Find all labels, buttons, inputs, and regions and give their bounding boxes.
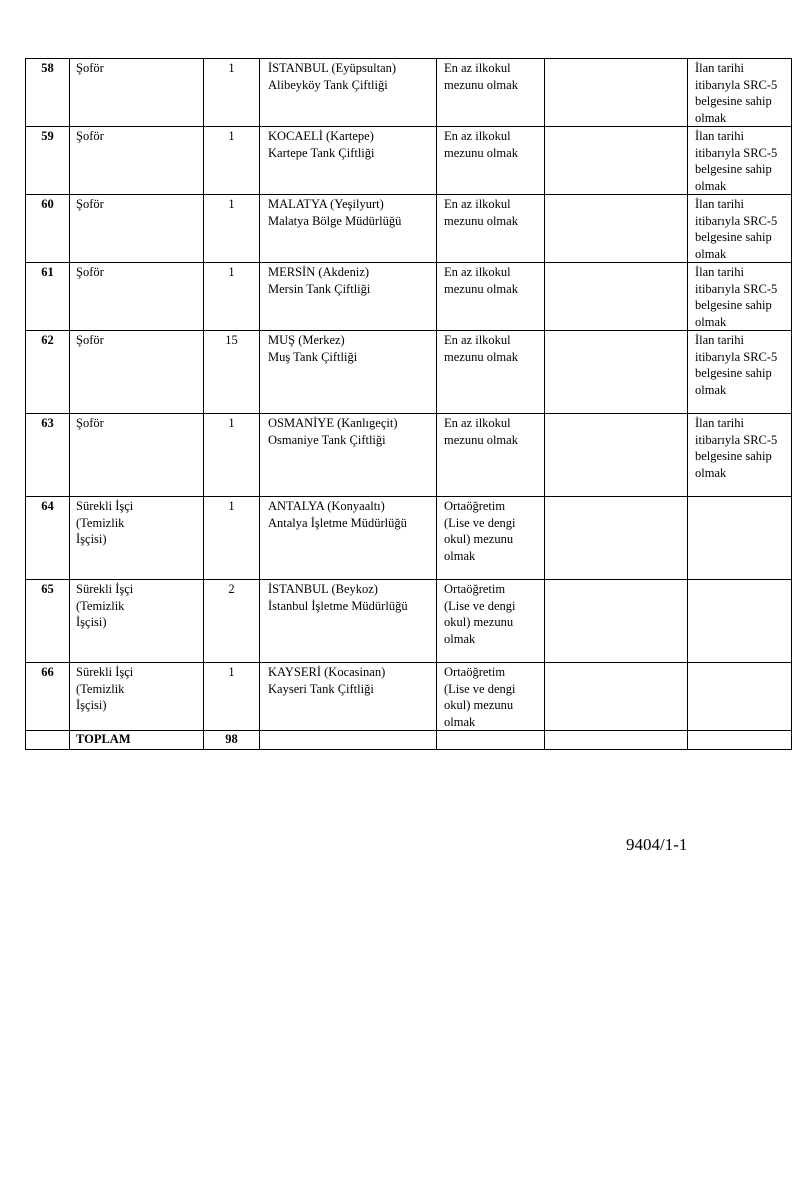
position-count: 1 [204, 663, 260, 731]
position-location-line: Muş Tank Çiftliği [268, 349, 358, 364]
position-title [70, 195, 204, 263]
position-title-line: İşçisi) [76, 532, 107, 546]
additional-requirement-line: olmak [695, 246, 727, 261]
position-location [260, 663, 437, 731]
position-title [70, 580, 204, 663]
education-requirement-line: okul) mezunu [444, 532, 514, 546]
empty-cell [545, 580, 688, 663]
education-requirement-line: En az ilkokul [444, 416, 511, 430]
position-location-line: MUŞ (Merkez) [268, 333, 345, 347]
additional-requirement-line: olmak [695, 382, 727, 397]
education-requirement-line: olmak [444, 631, 476, 646]
position-title [70, 663, 204, 731]
total-row [26, 731, 792, 750]
additional-requirement-line: olmak [695, 465, 727, 480]
position-location-line: KAYSERİ (Kocasinan) [268, 665, 386, 679]
position-title-line: Şoför [76, 197, 104, 211]
row-number: 59 [26, 127, 70, 195]
additional-requirement [688, 414, 792, 497]
position-count: 15 [204, 331, 260, 414]
position-title-line: (Temizlik [76, 515, 125, 530]
education-requirement-line: En az ilkokul [444, 197, 511, 211]
table-body [26, 59, 792, 750]
position-title-line: İşçisi) [76, 615, 107, 629]
additional-requirement-line: olmak [695, 178, 727, 193]
position-title-line: Sürekli İşçi [76, 499, 134, 513]
row-number: 63 [26, 414, 70, 497]
empty-cell [545, 195, 688, 263]
total-label: TOPLAM [70, 731, 204, 750]
position-location-line: Antalya İşletme Müdürlüğü [268, 515, 407, 530]
position-count: 1 [204, 497, 260, 580]
education-requirement-line: Ortaöğretim [444, 499, 506, 513]
position-count: 1 [204, 127, 260, 195]
education-requirement-line: mezunu olmak [444, 432, 518, 447]
education-requirement [437, 331, 545, 414]
position-count: 1 [204, 195, 260, 263]
position-location-line: İSTANBUL (Eyüpsultan) [268, 61, 397, 75]
position-location-line: ANTALYA (Konyaaltı) [268, 499, 385, 513]
additional-requirement-line: belgesine sahip [695, 94, 772, 108]
position-location [260, 127, 437, 195]
total-empty-cell [437, 731, 545, 750]
additional-requirement [688, 195, 792, 263]
education-requirement-line: (Lise ve dengi [444, 681, 516, 696]
position-location-line: Kartepe Tank Çiftliği [268, 145, 375, 160]
additional-requirement-line: itibarıyla SRC-5 [695, 213, 778, 228]
education-requirement-line: (Lise ve dengi [444, 598, 516, 613]
additional-requirement-line: İlan tarihi [695, 61, 744, 75]
education-requirement-line: mezunu olmak [444, 145, 518, 160]
education-requirement-line: mezunu olmak [444, 281, 518, 296]
education-requirement [437, 59, 545, 127]
empty-cell [545, 127, 688, 195]
empty-cell [545, 331, 688, 414]
position-count: 1 [204, 263, 260, 331]
additional-requirement-line: belgesine sahip [695, 366, 772, 380]
row-number: 61 [26, 263, 70, 331]
page-code: 9404/1-1 [626, 835, 688, 854]
position-title-line: (Temizlik [76, 598, 125, 613]
position-location-line: Alibeyköy Tank Çiftliği [268, 77, 388, 92]
position-count: 1 [204, 414, 260, 497]
position-location [260, 59, 437, 127]
position-title [70, 127, 204, 195]
position-location [260, 497, 437, 580]
additional-requirement-line: itibarıyla SRC-5 [695, 145, 778, 160]
additional-requirement-line: İlan tarihi [695, 129, 744, 143]
education-requirement-line: mezunu olmak [444, 213, 518, 228]
education-requirement [437, 497, 545, 580]
position-location [260, 195, 437, 263]
position-title [70, 331, 204, 414]
position-location [260, 263, 437, 331]
table-row [26, 497, 792, 580]
education-requirement-line: olmak [444, 548, 476, 563]
education-requirement-line: En az ilkokul [444, 129, 511, 143]
additional-requirement-line: olmak [695, 314, 727, 329]
position-location [260, 331, 437, 414]
total-empty-cell [688, 731, 792, 750]
position-location-line: İstanbul İşletme Müdürlüğü [268, 598, 408, 613]
position-title [70, 263, 204, 331]
position-location-line: Kayseri Tank Çiftliği [268, 681, 374, 696]
education-requirement-line: Ortaöğretim [444, 665, 506, 679]
position-count: 2 [204, 580, 260, 663]
row-number: 60 [26, 195, 70, 263]
education-requirement-line: Ortaöğretim [444, 582, 506, 596]
education-requirement [437, 127, 545, 195]
position-title-line: (Temizlik [76, 681, 125, 696]
row-number: 62 [26, 331, 70, 414]
additional-requirement-line: belgesine sahip [695, 230, 772, 244]
additional-requirement [688, 497, 792, 580]
empty-cell [545, 497, 688, 580]
table-row [26, 663, 792, 731]
education-requirement-line: okul) mezunu [444, 615, 514, 629]
position-title-line: Sürekli İşçi [76, 665, 134, 679]
total-empty-cell [545, 731, 688, 750]
education-requirement-line: okul) mezunu [444, 698, 514, 712]
position-count: 1 [204, 59, 260, 127]
table-row [26, 331, 792, 414]
education-requirement-line: mezunu olmak [444, 349, 518, 364]
additional-requirement [688, 331, 792, 414]
additional-requirement-line: İlan tarihi [695, 333, 744, 347]
education-requirement [437, 195, 545, 263]
position-location-line: Osmaniye Tank Çiftliği [268, 432, 386, 447]
education-requirement-line: mezunu olmak [444, 77, 518, 92]
empty-cell [545, 663, 688, 731]
education-requirement-line: En az ilkokul [444, 333, 511, 347]
additional-requirement [688, 59, 792, 127]
additional-requirement-line: belgesine sahip [695, 162, 772, 176]
table-row [26, 195, 792, 263]
additional-requirement-line: İlan tarihi [695, 416, 744, 430]
additional-requirement-line: olmak [695, 110, 727, 125]
table-row [26, 127, 792, 195]
row-number: 64 [26, 497, 70, 580]
position-location-line: OSMANİYE (Kanlıgeçit) [268, 416, 398, 430]
position-location-line: MERSİN (Akdeniz) [268, 265, 370, 279]
education-requirement-line: olmak [444, 714, 476, 729]
education-requirement-line: (Lise ve dengi [444, 515, 516, 530]
additional-requirement-line: itibarıyla SRC-5 [695, 281, 778, 296]
table-row [26, 414, 792, 497]
position-location [260, 580, 437, 663]
additional-requirement [688, 663, 792, 731]
empty-cell [545, 414, 688, 497]
position-title [70, 497, 204, 580]
position-location-line: Malatya Bölge Müdürlüğü [268, 213, 402, 228]
position-title-line: Şoför [76, 129, 104, 143]
positions-table [25, 58, 792, 750]
total-empty-cell [260, 731, 437, 750]
education-requirement [437, 580, 545, 663]
additional-requirement-line: itibarıyla SRC-5 [695, 77, 778, 92]
table-row [26, 59, 792, 127]
position-location-line: KOCAELİ (Kartepe) [268, 129, 374, 143]
position-title [70, 59, 204, 127]
position-title-line: Şoför [76, 416, 104, 430]
additional-requirement [688, 580, 792, 663]
position-title-line: Şoför [76, 265, 104, 279]
additional-requirement-line: itibarıyla SRC-5 [695, 349, 778, 364]
position-title-line: Sürekli İşçi [76, 582, 134, 596]
empty-cell [545, 59, 688, 127]
row-number: 65 [26, 580, 70, 663]
position-location-line: İSTANBUL (Beykoz) [268, 582, 378, 596]
position-title-line: Şoför [76, 61, 104, 75]
total-empty-cell [26, 731, 70, 750]
empty-cell [545, 263, 688, 331]
position-location-line: Mersin Tank Çiftliği [268, 281, 371, 296]
row-number: 66 [26, 663, 70, 731]
table-row [26, 580, 792, 663]
additional-requirement-line: İlan tarihi [695, 265, 744, 279]
education-requirement [437, 414, 545, 497]
education-requirement [437, 263, 545, 331]
additional-requirement [688, 263, 792, 331]
row-number: 58 [26, 59, 70, 127]
additional-requirement [688, 127, 792, 195]
position-title-line: Şoför [76, 333, 104, 347]
position-title [70, 414, 204, 497]
additional-requirement-line: belgesine sahip [695, 449, 772, 463]
position-title-line: İşçisi) [76, 698, 107, 712]
education-requirement-line: En az ilkokul [444, 265, 511, 279]
position-location-line: MALATYA (Yeşilyurt) [268, 197, 384, 211]
table-row [26, 263, 792, 331]
additional-requirement-line: itibarıyla SRC-5 [695, 432, 778, 447]
education-requirement-line: En az ilkokul [444, 61, 511, 75]
additional-requirement-line: belgesine sahip [695, 298, 772, 312]
additional-requirement-line: İlan tarihi [695, 197, 744, 211]
position-location [260, 414, 437, 497]
education-requirement [437, 663, 545, 731]
total-count: 98 [204, 731, 260, 750]
